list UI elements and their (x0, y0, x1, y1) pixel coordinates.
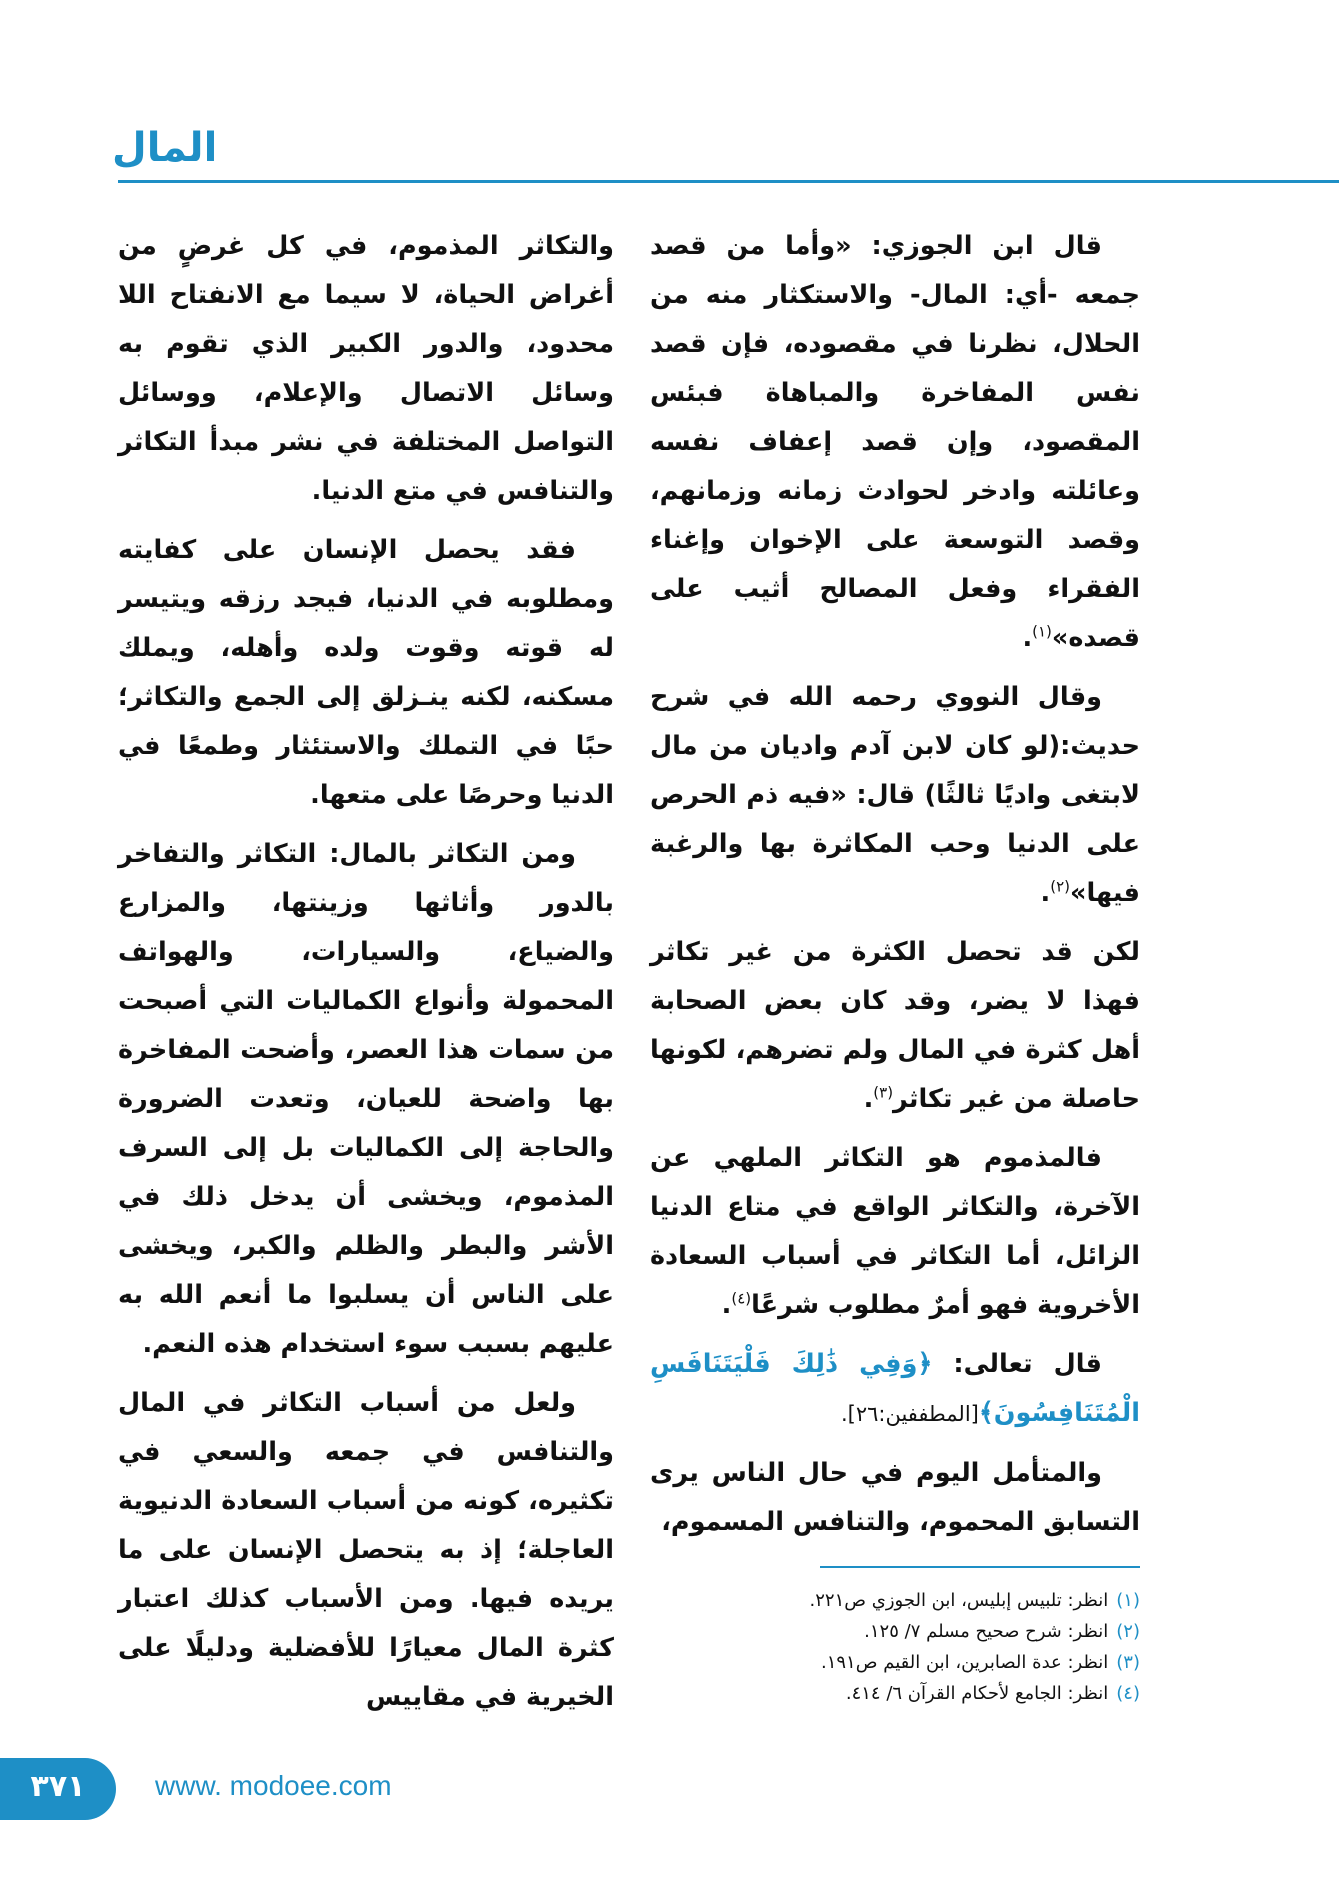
paragraph: ولعل من أسباب التكاثر في المال والتنافس في جمعه والسعي في تكثيره، كونه من أسباب السعادة الدنيوية العاجلة؛ إذ به يتحصل الإنسان على ما يريده فيها. ومن الأسباب كذلك اعتبار كثرة المال معيارًا للأفضلية ودليلًا على الخيرية في مقاييس (118, 1388, 614, 1712)
footnote-ref[interactable]: (٣) (873, 1083, 894, 1102)
page-number-badge (0, 1758, 116, 1820)
paragraph: والتكاثر المذموم، في كل غرضٍ من أغراض الحياة، لا سيما مع الانفتاح اللا محدود، والدور الكبير الذي تقوم به وسائل الاتصال والإعلام، ووسائل التواصل المختلفة في نشر مبدأ التكاثر والتنافس في متع الدنيا. (118, 231, 614, 506)
text-column-right (650, 222, 1140, 1557)
footnote-item: (٣)انظر: عدة الصابرين، ابن القيم ص١٩١. (820, 1652, 1140, 1673)
quran-verse: ﴿وَفِي ذَٰلِكَ فَلْيَتَنَافَسِ الْمُتَنَافِسُونَ﴾ (650, 1349, 1140, 1428)
footnote-ref[interactable]: (٤) (731, 1289, 752, 1308)
footnote-ref[interactable]: (٢) (1050, 877, 1070, 896)
paragraph: فالمذموم هو التكاثر الملهي عن الآخرة، والتكاثر الواقع في متاع الدنيا الزائل، أما التكاثر في أسباب السعادة الأخروية فهو أمرٌ مطلوب شرعًا$^{(٤)}$. (650, 1143, 1140, 1320)
footnote-item: (٢)انظر: شرح صحيح مسلم ٧/ ١٢٥. (864, 1621, 1140, 1642)
header-rule (118, 180, 1339, 183)
footnote-ref[interactable]: (١) (1032, 622, 1052, 641)
footnote-rule (820, 1566, 1140, 1568)
paragraph: لكن قد تحصل الكثرة من غير تكاثر فهذا لا يضر، وقد كان بعض الصحابة أهل كثرة في المال ولم تضرهم، لكونها حاصلة من غير تكاثر$^{(٣)}$. (650, 937, 1140, 1114)
page-number: ٣٧١ (30, 1769, 86, 1804)
site-url-link[interactable]: www. modoee.com (155, 1770, 392, 1801)
paragraph: والمتأمل اليوم في حال الناس يرى التسابق المحموم، والتنافس المسموم، (650, 1458, 1140, 1537)
paragraph: وقال النووي رحمه الله في شرح حديث:(لو كان لابن آدم واديان من مال لابتغى واديًا ثالثًا) قال: «فيه ذم الحرص على الدنيا وحب المكاثرة بها والرغبة فيها»$^{(٢)}$. (650, 682, 1140, 908)
paragraph: فقد يحصل الإنسان على كفايته ومطلوبه في الدنيا، فيجد رزقه ويتيسر له قوته وقوت ولده وأهله، ويملك مسكنه، لكنه ينـزلق إلى الجمع والتكاثر؛ حبًا في التملك والاستئثار وطمعًا في الدنيا وحرصًا على متعها. (118, 535, 614, 810)
verse-citation: [المطففين:٢٦]. (840, 1402, 979, 1426)
quran-paragraph: قال تعالى: ﴿وَفِي ذَٰلِكَ فَلْيَتَنَافَسِ الْمُتَنَافِسُونَ﴾[المطففين:٢٦]. (650, 1349, 1140, 1428)
footnote-item: (٤)انظر: الجامع لأحكام القرآن ٦/ ٤١٤. (845, 1683, 1140, 1704)
page-title: المال (112, 125, 218, 171)
footnote-item: (١)انظر: تلبيس إبليس، ابن الجوزي ص٢٢١. (809, 1590, 1140, 1611)
text-column-left (118, 222, 614, 1732)
footnotes (640, 1585, 1140, 1709)
paragraph: ومن التكاثر بالمال: التكاثر والتفاخر بالدور وأثاثها وزينتها، والمزارع والضياع، والسيارات، والهواتف المحمولة وأنواع الكماليات التي أصبحت من سمات هذا العصر، وأضحت المفاخرة بها واضحة للعيان، وتعدت الضرورة والحاجة إلى الكماليات بل إلى السرف المذموم، ويخشى أن يدخل ذلك في الأشر والبطر والظلم والكبر، ويخشى على الناس أن يسلبوا ما أنعم الله به عليهم بسبب سوء استخدام هذه النعم. (118, 839, 614, 1359)
paragraph: قال ابن الجوزي: «وأما من قصد جمعه -أي: المال- والاستكثار منه من الحلال، نظرنا في مقصوده، فإن قصد نفس المفاخرة والمباهاة فبئس المقصود، وإن قصد إعفاف نفسه وعائلته وادخر لحوادث زمانه وزمانهم، وقصد التوسعة على الإخوان وإغناء الفقراء وفعل المصالح أثيب على قصده»$^{(١)}$. (650, 231, 1140, 653)
